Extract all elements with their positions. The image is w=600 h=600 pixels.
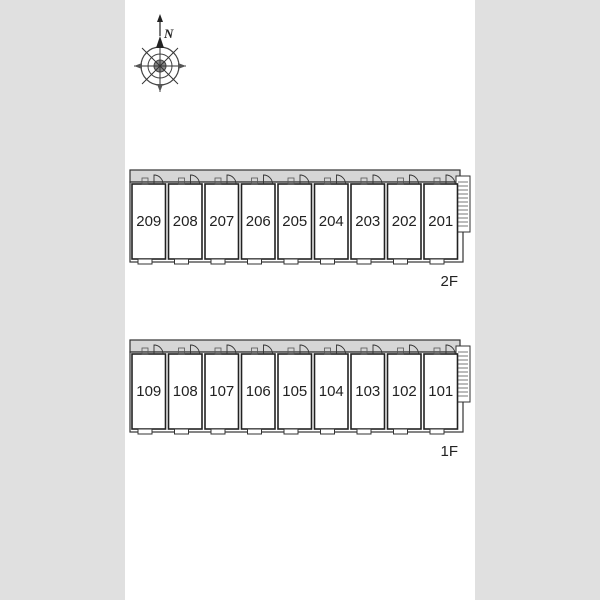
room-204 bbox=[315, 175, 349, 264]
room-number: 207 bbox=[209, 213, 235, 230]
room-number: 201 bbox=[428, 213, 454, 230]
corridor bbox=[130, 170, 460, 182]
balcony-tab bbox=[138, 259, 152, 264]
floor-label: 2F bbox=[440, 273, 458, 290]
balcony-tab bbox=[284, 429, 298, 434]
room-109 bbox=[132, 345, 166, 434]
room-number: 209 bbox=[136, 213, 162, 230]
balcony-tab bbox=[248, 259, 262, 264]
balcony-tab bbox=[211, 259, 225, 264]
room-206 bbox=[242, 175, 276, 264]
room-number: 109 bbox=[136, 383, 162, 400]
room-205 bbox=[278, 175, 312, 264]
compass-north-label: N bbox=[164, 26, 174, 41]
balcony-tab bbox=[357, 259, 371, 264]
balcony-tab bbox=[394, 429, 408, 434]
room-number: 204 bbox=[318, 213, 344, 230]
room-number: 106 bbox=[245, 383, 271, 400]
room-number: 206 bbox=[245, 213, 271, 230]
room-107 bbox=[205, 345, 239, 434]
room-203 bbox=[351, 175, 385, 264]
room-101 bbox=[424, 345, 458, 434]
balcony-tab bbox=[248, 429, 262, 434]
room-208 bbox=[169, 175, 203, 264]
floor-1f bbox=[130, 340, 470, 460]
balcony-tab bbox=[138, 429, 152, 434]
balcony-tab bbox=[175, 429, 189, 434]
room-106 bbox=[242, 345, 276, 434]
room-number: 101 bbox=[428, 383, 454, 400]
room-number: 203 bbox=[355, 213, 381, 230]
room-number: 105 bbox=[282, 383, 308, 400]
balcony-tab bbox=[284, 259, 298, 264]
floor-plan-drawing bbox=[125, 0, 475, 600]
room-201 bbox=[424, 175, 458, 264]
floor-label: 1F bbox=[440, 443, 458, 460]
balcony-tab bbox=[430, 429, 444, 434]
room-number: 202 bbox=[391, 213, 417, 230]
floor-2f bbox=[130, 170, 470, 290]
room-103 bbox=[351, 345, 385, 434]
room-105 bbox=[278, 345, 312, 434]
corridor bbox=[130, 340, 460, 352]
balcony-tab bbox=[175, 259, 189, 264]
room-202 bbox=[388, 175, 422, 264]
balcony-tab bbox=[430, 259, 444, 264]
room-102 bbox=[388, 345, 422, 434]
room-207 bbox=[205, 175, 239, 264]
compass-rose-icon bbox=[134, 14, 186, 92]
room-number: 107 bbox=[209, 383, 235, 400]
room-209 bbox=[132, 175, 166, 264]
room-number: 205 bbox=[282, 213, 308, 230]
room-104 bbox=[315, 345, 349, 434]
room-number: 208 bbox=[172, 213, 198, 230]
room-number: 102 bbox=[391, 383, 417, 400]
balcony-tab bbox=[211, 429, 225, 434]
room-108 bbox=[169, 345, 203, 434]
balcony-tab bbox=[321, 259, 335, 264]
balcony-tab bbox=[357, 429, 371, 434]
room-number: 104 bbox=[318, 383, 344, 400]
floor-plan-panel bbox=[125, 0, 475, 600]
room-number: 103 bbox=[355, 383, 381, 400]
balcony-tab bbox=[321, 429, 335, 434]
balcony-tab bbox=[394, 259, 408, 264]
room-number: 108 bbox=[172, 383, 198, 400]
